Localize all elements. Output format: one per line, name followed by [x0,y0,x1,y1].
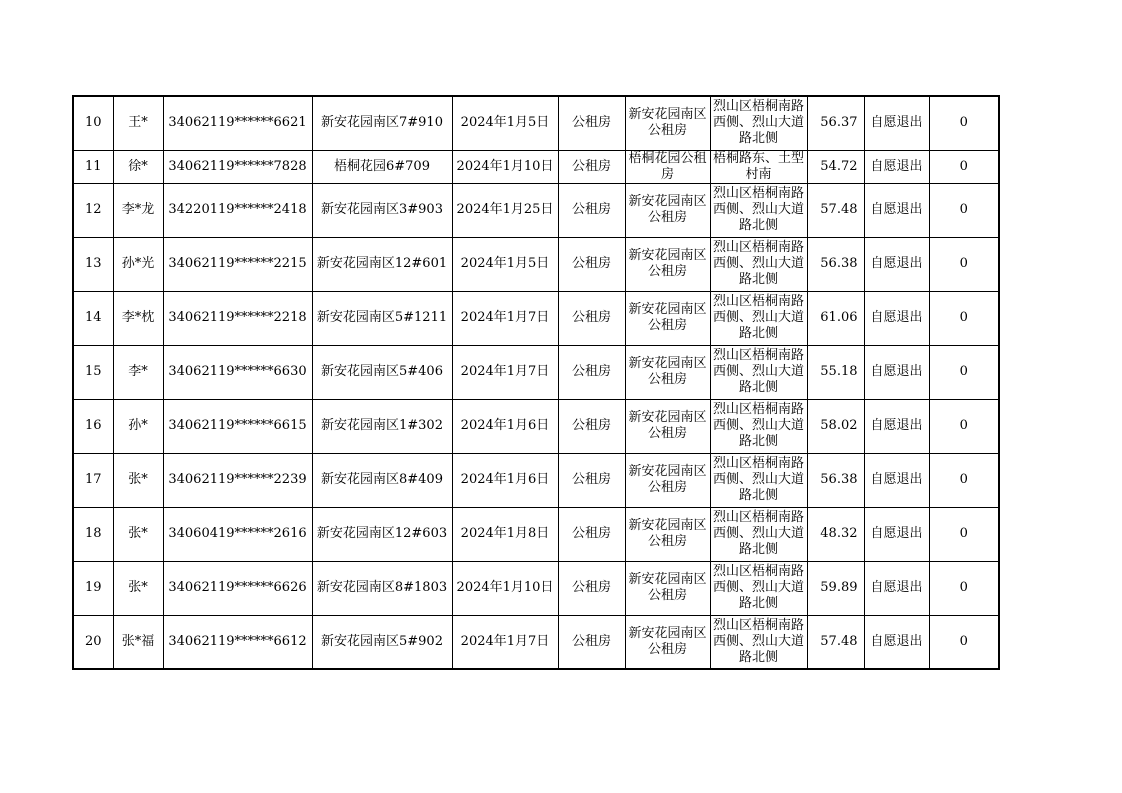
location-cell: 烈山区梧桐南路西侧、烈山大道路北侧 [710,615,807,669]
exit-reason-cell: 自愿退出 [864,291,929,345]
area-cell: 55.18 [807,345,864,399]
amount-cell: 0 [929,561,999,615]
table-row [73,453,999,507]
name-cell: 张* [113,507,163,561]
unit-address-cell: 新安花园南区5#406 [312,345,452,399]
project-cell: 新安花园南区公租房 [625,453,710,507]
amount-cell: 0 [929,183,999,237]
id-number-cell: 34060419******2616 [163,507,312,561]
id-number-cell: 34062119******2239 [163,453,312,507]
amount-cell: 0 [929,453,999,507]
housing-type-cell: 公租房 [558,96,625,150]
name-cell: 张* [113,561,163,615]
amount-cell: 0 [929,237,999,291]
id-number-cell: 34062119******6615 [163,399,312,453]
location-cell: 烈山区梧桐南路西侧、烈山大道路北侧 [710,291,807,345]
date-cell: 2024年1月10日 [452,150,558,183]
location-cell: 烈山区梧桐南路西侧、烈山大道路北侧 [710,345,807,399]
id-number-cell: 34062119******6626 [163,561,312,615]
date-cell: 2024年1月7日 [452,345,558,399]
amount-cell: 0 [929,507,999,561]
date-cell: 2024年1月8日 [452,507,558,561]
housing-type-cell: 公租房 [558,507,625,561]
unit-address-cell: 新安花园南区5#1211 [312,291,452,345]
unit-address-cell: 新安花园南区1#302 [312,399,452,453]
exit-reason-cell: 自愿退出 [864,453,929,507]
housing-type-cell: 公租房 [558,150,625,183]
unit-address-cell: 梧桐花园6#709 [312,150,452,183]
row-number-cell: 19 [73,561,113,615]
exit-reason-cell: 自愿退出 [864,183,929,237]
table-row [73,345,999,399]
housing-type-cell: 公租房 [558,561,625,615]
area-cell: 57.48 [807,183,864,237]
location-cell: 烈山区梧桐南路西侧、烈山大道路北侧 [710,453,807,507]
name-cell: 李* [113,345,163,399]
unit-address-cell: 新安花园南区12#601 [312,237,452,291]
name-cell: 李*龙 [113,183,163,237]
location-cell: 烈山区梧桐南路西侧、烈山大道路北侧 [710,507,807,561]
table-row [73,150,999,183]
location-cell: 烈山区梧桐南路西侧、烈山大道路北侧 [710,237,807,291]
project-cell: 新安花园南区公租房 [625,561,710,615]
unit-address-cell: 新安花园南区12#603 [312,507,452,561]
id-number-cell: 34062119******6612 [163,615,312,669]
project-cell: 新安花园南区公租房 [625,96,710,150]
id-number-cell: 34062119******2218 [163,291,312,345]
unit-address-cell: 新安花园南区3#903 [312,183,452,237]
date-cell: 2024年1月10日 [452,561,558,615]
housing-type-cell: 公租房 [558,399,625,453]
amount-cell: 0 [929,291,999,345]
name-cell: 徐* [113,150,163,183]
amount-cell: 0 [929,399,999,453]
exit-reason-cell: 自愿退出 [864,615,929,669]
row-number-cell: 11 [73,150,113,183]
row-number-cell: 17 [73,453,113,507]
row-number-cell: 18 [73,507,113,561]
project-cell: 新安花园南区公租房 [625,399,710,453]
area-cell: 54.72 [807,150,864,183]
exit-reason-cell: 自愿退出 [864,561,929,615]
row-number-cell: 14 [73,291,113,345]
location-cell: 烈山区梧桐南路西侧、烈山大道路北侧 [710,96,807,150]
exit-reason-cell: 自愿退出 [864,237,929,291]
unit-address-cell: 新安花园南区8#1803 [312,561,452,615]
table-body [73,96,999,669]
location-cell: 烈山区梧桐南路西侧、烈山大道路北侧 [710,399,807,453]
table-row [73,399,999,453]
table-row [73,96,999,150]
area-cell: 61.06 [807,291,864,345]
row-number-cell: 13 [73,237,113,291]
project-cell: 新安花园南区公租房 [625,291,710,345]
date-cell: 2024年1月6日 [452,399,558,453]
name-cell: 李*枕 [113,291,163,345]
amount-cell: 0 [929,96,999,150]
housing-type-cell: 公租房 [558,345,625,399]
project-cell: 新安花园南区公租房 [625,507,710,561]
date-cell: 2024年1月7日 [452,615,558,669]
amount-cell: 0 [929,615,999,669]
location-cell: 梧桐路东、土型村南 [710,150,807,183]
amount-cell: 0 [929,345,999,399]
area-cell: 57.48 [807,615,864,669]
row-number-cell: 15 [73,345,113,399]
name-cell: 孙*光 [113,237,163,291]
row-number-cell: 10 [73,96,113,150]
exit-reason-cell: 自愿退出 [864,150,929,183]
row-number-cell: 16 [73,399,113,453]
records-table [72,95,1000,670]
table-row [73,183,999,237]
table-row [73,507,999,561]
name-cell: 王* [113,96,163,150]
area-cell: 56.38 [807,453,864,507]
exit-reason-cell: 自愿退出 [864,345,929,399]
id-number-cell: 34062119******6630 [163,345,312,399]
name-cell: 张*福 [113,615,163,669]
area-cell: 58.02 [807,399,864,453]
project-cell: 新安花园南区公租房 [625,237,710,291]
date-cell: 2024年1月25日 [452,183,558,237]
housing-type-cell: 公租房 [558,291,625,345]
location-cell: 烈山区梧桐南路西侧、烈山大道路北侧 [710,183,807,237]
date-cell: 2024年1月6日 [452,453,558,507]
id-number-cell: 34062119******7828 [163,150,312,183]
name-cell: 孙* [113,399,163,453]
housing-type-cell: 公租房 [558,453,625,507]
location-cell: 烈山区梧桐南路西侧、烈山大道路北侧 [710,561,807,615]
exit-reason-cell: 自愿退出 [864,507,929,561]
date-cell: 2024年1月5日 [452,96,558,150]
project-cell: 梧桐花园公租房 [625,150,710,183]
table-row [73,615,999,669]
row-number-cell: 20 [73,615,113,669]
table-row [73,291,999,345]
housing-type-cell: 公租房 [558,615,625,669]
table-row [73,237,999,291]
unit-address-cell: 新安花园南区8#409 [312,453,452,507]
amount-cell: 0 [929,150,999,183]
project-cell: 新安花园南区公租房 [625,615,710,669]
area-cell: 48.32 [807,507,864,561]
table-row [73,561,999,615]
id-number-cell: 34220119******2418 [163,183,312,237]
area-cell: 59.89 [807,561,864,615]
name-cell: 张* [113,453,163,507]
area-cell: 56.38 [807,237,864,291]
id-number-cell: 34062119******2215 [163,237,312,291]
project-cell: 新安花园南区公租房 [625,183,710,237]
housing-type-cell: 公租房 [558,237,625,291]
unit-address-cell: 新安花园南区7#910 [312,96,452,150]
row-number-cell: 12 [73,183,113,237]
id-number-cell: 34062119******6621 [163,96,312,150]
unit-address-cell: 新安花园南区5#902 [312,615,452,669]
housing-type-cell: 公租房 [558,183,625,237]
date-cell: 2024年1月7日 [452,291,558,345]
date-cell: 2024年1月5日 [452,237,558,291]
exit-reason-cell: 自愿退出 [864,399,929,453]
exit-reason-cell: 自愿退出 [864,96,929,150]
project-cell: 新安花园南区公租房 [625,345,710,399]
area-cell: 56.37 [807,96,864,150]
